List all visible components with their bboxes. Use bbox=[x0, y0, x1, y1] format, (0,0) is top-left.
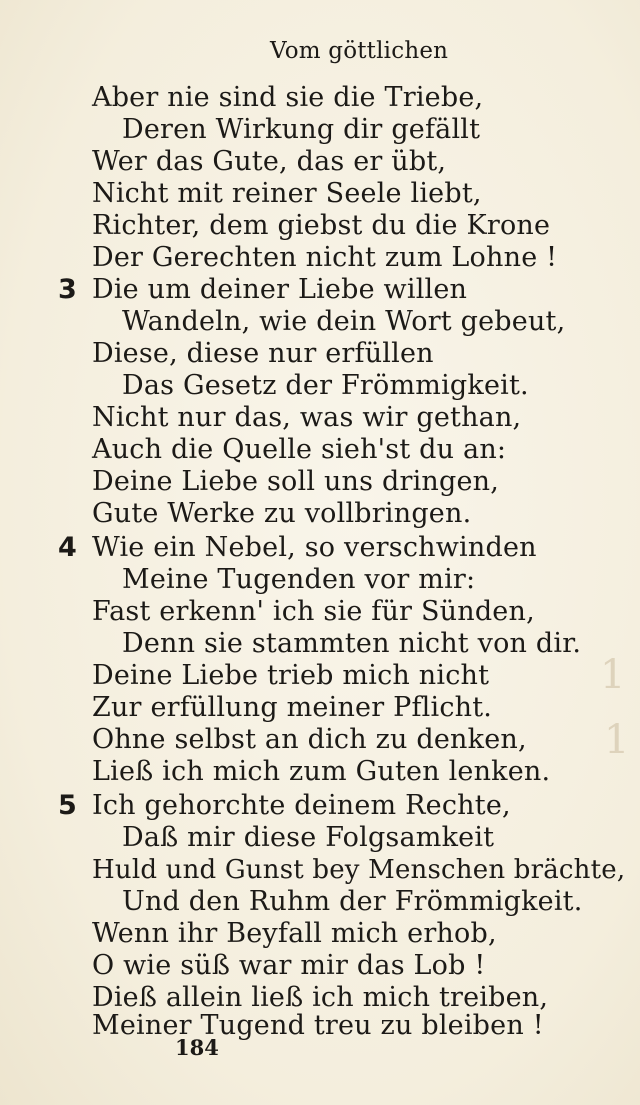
verse-line: Gute Werke zu vollbringen. bbox=[92, 498, 472, 529]
verse-line: Auch die Quelle sieh'st du an: bbox=[92, 434, 507, 465]
verse-line: Dieß allein ließ ich mich treiben, bbox=[92, 982, 549, 1013]
verse-line: Wer das Gute, das er übt, bbox=[92, 146, 447, 177]
verse-line: Daß mir diese Folgsamkeit bbox=[122, 822, 495, 853]
verse-line: Zur erfüllung meiner Pflicht. bbox=[92, 692, 493, 723]
bleed-through-mark: 1 bbox=[604, 717, 630, 763]
verse-line: Nicht nur das, was wir gethan, bbox=[92, 402, 522, 433]
verse-line: Huld und Gunst bey Menschen brächte, bbox=[92, 855, 626, 885]
verse-line: O wie süß war mir das Lob ! bbox=[92, 950, 486, 981]
verse-line: Richter, dem giebst du die Krone bbox=[92, 210, 551, 241]
verse-line: Wandeln, wie dein Wort gebeut, bbox=[122, 306, 566, 337]
verse-line: Deine Liebe trieb mich nicht bbox=[92, 660, 490, 691]
stanza-number: 3 bbox=[58, 274, 77, 305]
verse-line: Meiner Tugend treu zu bleiben ! bbox=[92, 1010, 544, 1041]
stanza-number: 5 bbox=[58, 790, 77, 821]
verse-line: Die um deiner Liebe willen bbox=[92, 274, 468, 305]
verse-line: Ich gehorchte deinem Rechte, bbox=[92, 790, 511, 821]
verse-line: Und den Ruhm der Frömmigkeit. bbox=[122, 886, 583, 917]
verse-line: Denn sie stammten nicht von dir. bbox=[122, 628, 582, 659]
verse-line: Wenn ihr Beyfall mich erhob, bbox=[92, 918, 497, 949]
verse-line: Ohne selbst an dich zu denken, bbox=[92, 724, 527, 755]
page-number: 184 bbox=[175, 1035, 219, 1060]
verse-line: Ließ ich mich zum Guten lenken. bbox=[92, 756, 551, 787]
verse-line: Aber nie sind sie die Triebe, bbox=[92, 82, 484, 113]
verse-line: Der Gerechten nicht zum Lohne ! bbox=[92, 242, 558, 273]
verse-line: Wie ein Nebel, so verschwinden bbox=[92, 532, 537, 563]
verse-line: Deren Wirkung dir gefällt bbox=[122, 114, 481, 145]
verse-line: Meine Tugenden vor mir: bbox=[122, 564, 476, 595]
verse-line: Fast erkenn' ich sie für Sünden, bbox=[92, 596, 535, 627]
verse-line: Diese, diese nur erfüllen bbox=[92, 338, 434, 369]
verse-line: Deine Liebe soll uns dringen, bbox=[92, 466, 500, 497]
stanza-number: 4 bbox=[58, 532, 77, 563]
verse-line: Das Gesetz der Frömmigkeit. bbox=[122, 370, 529, 401]
bleed-through-mark: 1 bbox=[600, 652, 626, 698]
running-title: Vom göttlichen bbox=[270, 38, 449, 64]
verse-line: Nicht mit reiner Seele liebt, bbox=[92, 178, 482, 209]
